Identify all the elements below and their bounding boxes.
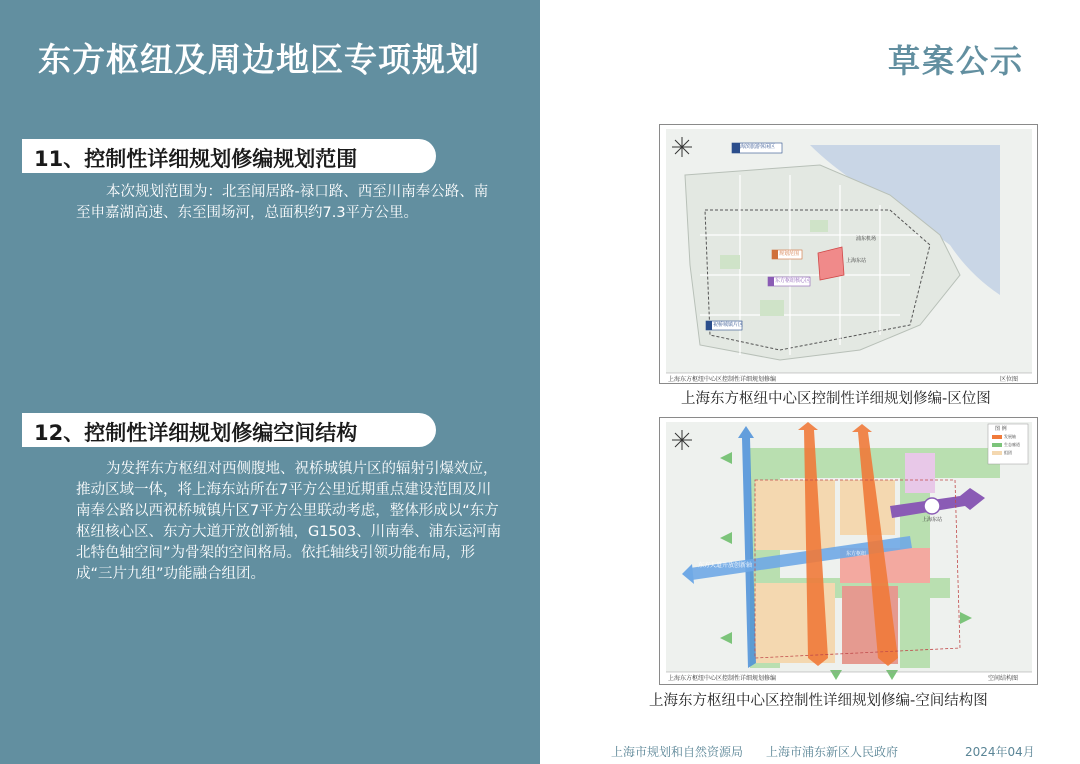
map-label: 浦东机场 [856, 236, 877, 242]
section-heading-text: 11、控制性详细规划修编规划范围 [34, 147, 358, 171]
map-inner-title: 上海东方枢纽中心区控制性详细规划修编 [668, 675, 777, 682]
location-map-caption: 上海东方枢纽中心区控制性详细规划修编-区位图 [681, 391, 991, 407]
map-label: 东方枢纽核心区 [775, 278, 811, 284]
draft-notice-title: 草案公示 [888, 42, 1025, 80]
legend-title: 图 例 [995, 426, 1007, 432]
page-title: 东方枢纽及周边地区专项规划 [38, 40, 480, 79]
footer-org-pudong: 上海市浦东新区人民政府 [766, 745, 899, 759]
map-label: 祝桥城镇片区 [713, 322, 744, 328]
map-label: 规划范围 [779, 251, 800, 257]
footer-date: 2024年04月 [965, 745, 1035, 759]
axis-label: 东方枢纽 [846, 551, 867, 557]
legend-item: 组团 [1004, 450, 1012, 455]
map-label: 海滨旅游休闲区 [740, 144, 776, 150]
legend-item: 生态廊道 [1004, 442, 1020, 447]
map-inner-subtitle: 空间结构图 [988, 675, 1019, 682]
footer-org-planning: 上海市规划和自然资源局 [611, 745, 744, 759]
location-map-graphic [660, 125, 1039, 385]
section-body-11: 本次规划范围为：北至闻居路-禄口路、西至川南奉公路、南至申嘉湖高速、东至围场河，总面积约7.3平方公里。 [76, 184, 489, 221]
map-label: 上海东站 [846, 258, 867, 264]
map-inner-title: 上海东方枢纽中心区控制性详细规划修编 [668, 376, 777, 383]
structure-map-caption: 上海东方枢纽中心区控制性详细规划修编-空间结构图 [649, 693, 988, 709]
section-heading-11 [22, 139, 436, 173]
section-heading-12 [22, 413, 436, 447]
map-inner-subtitle: 区位图 [1000, 376, 1019, 383]
axis-label: 东方大道开放创新轴 [698, 562, 753, 569]
legend-item: 发展轴 [1004, 434, 1016, 439]
location-map [659, 124, 1038, 384]
section-body-12: 为发挥东方枢纽对西侧腹地、祝桥城镇片区的辐射引爆效应，推动区域一体，将上海东站所在7平方公里近期重点建设范围及川南奉公路以西祝桥城镇片区7平方公里联动考虑，整体形成以“东方枢纽核心区、东方大道开放创新轴，G1503、川南奉、浦东运河南北特色轴空间”为骨架的空间格局。依托轴线引领功能布局，形成“三片九组”功能融合组团。 [76, 461, 502, 582]
structure-map [659, 417, 1038, 685]
section-heading-text: 12、控制性详细规划修编空间结构 [34, 421, 358, 445]
axis-label: 上海东站 [922, 517, 943, 523]
